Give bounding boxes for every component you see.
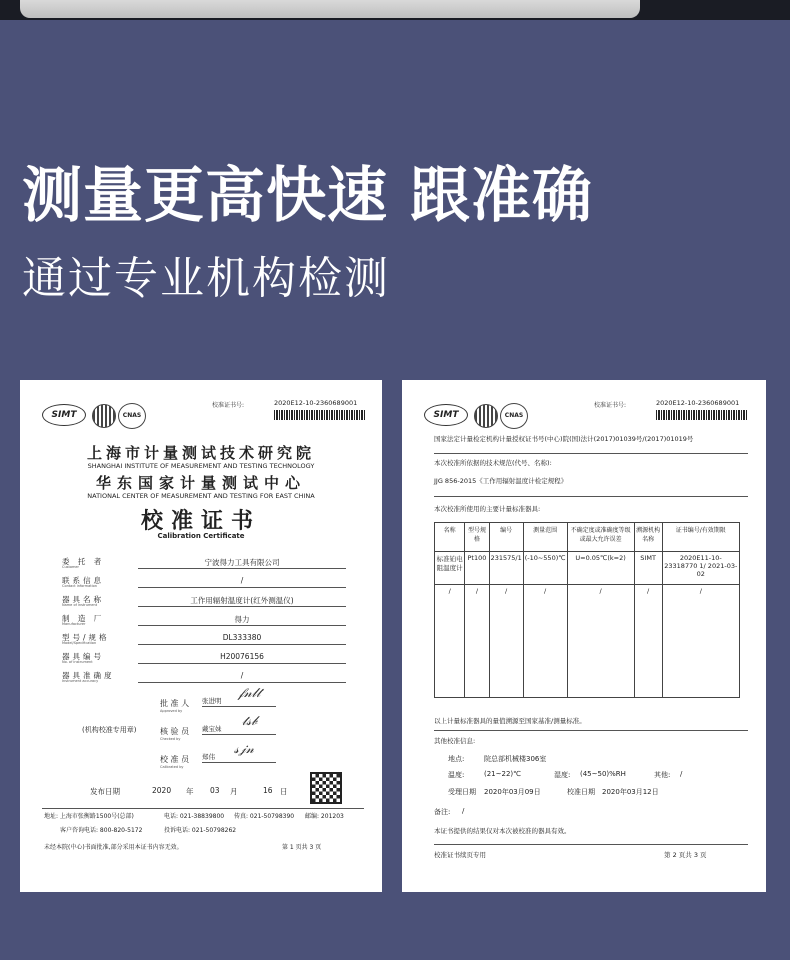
- place-label: 地点:: [448, 755, 465, 763]
- divider: [434, 844, 748, 845]
- table-header: 证书编号/有效期限: [662, 523, 739, 552]
- signature-icon: 𝓉𝓈𝒷: [242, 714, 257, 729]
- hotline: 客户咨询电话: 800-820-5172: [60, 827, 143, 834]
- cnas-logo: CNAS: [500, 403, 528, 429]
- cert-no: 2020E12-10-2360689001: [656, 399, 740, 407]
- received-label: 受理日期: [448, 788, 476, 796]
- footer-note: 校准证书续页专用: [434, 851, 486, 859]
- field-row: 器具编号 No. of instrument H20076156: [62, 651, 358, 667]
- table-cell: /: [523, 585, 567, 698]
- standards-label: 本次校准所使用的主要计量标准器具:: [434, 505, 541, 513]
- other-info-label: 其他校准信息:: [434, 737, 476, 745]
- cert-title-en: Calibration Certificate: [157, 532, 245, 540]
- cnas-logo: CNAS: [118, 403, 146, 429]
- remark-label: 备注:: [434, 808, 451, 816]
- page-number: 第 1 页共 3 页: [282, 844, 322, 851]
- institute-name-en: SHANGHAI INSTITUTE OF MEASUREMENT AND TESTING TECHNOLOGY: [87, 462, 315, 470]
- certificate-cover: [20, 380, 382, 892]
- table-cell: 标准铂电阻温度计: [435, 552, 465, 585]
- issue-year: 2020: [152, 786, 172, 795]
- device-edge: [20, 0, 640, 18]
- simt-logo: SIMT: [424, 404, 468, 426]
- checker-label: 核 验 员 Checked by: [160, 727, 190, 741]
- other2-label: 其他:: [654, 771, 671, 779]
- tech-spec-label: 本次校准所依据的技术规范(代号、名称):: [434, 459, 552, 467]
- top-strip: [0, 0, 790, 20]
- table-header: 溯源机构名称: [634, 523, 662, 552]
- subline: 通过专业机构检测: [22, 253, 390, 304]
- field-row: 器具准确度 Instrument accuracy /: [62, 670, 358, 686]
- trace-note: 以上计量标准器具的量值溯源至国家基准/测量标准。: [434, 717, 586, 725]
- stamp-note: (机构校准专用章): [82, 726, 137, 734]
- checker-name: 戴宝妹: [202, 724, 276, 735]
- center-name: 华东国家计量测试中心: [95, 474, 306, 492]
- temp-label: 温度:: [448, 771, 465, 779]
- tel: 电话: 021-38839800: [164, 813, 225, 820]
- table-header: 名称: [435, 523, 465, 552]
- complaint-tel: 投诉电话: 021-50798262: [164, 827, 237, 834]
- divider: [434, 730, 748, 731]
- table-cell: SIMT: [634, 552, 662, 585]
- issue-month: 03: [210, 786, 220, 795]
- day-label: 日: [280, 787, 288, 796]
- signature-icon: 𝓈𝒿𝓃: [234, 742, 254, 757]
- table-cell: Pt100: [465, 552, 489, 585]
- calibrated-label: 校准日期: [567, 788, 595, 796]
- field-row: 委 托 者 Customer 宁波得力工具有限公司: [62, 556, 358, 572]
- certificate-page-2: [402, 380, 766, 892]
- table-header: 编号: [489, 523, 523, 552]
- notice: 未经本院(中心)书面批准,部分采用本证书内容无效。: [44, 844, 183, 851]
- page-number: 第 2 页共 3 页: [664, 851, 707, 859]
- table-cell: /: [435, 585, 465, 698]
- remark: /: [462, 807, 465, 815]
- validity-note: 本证书提供的结果仅对本次被校准的器具有效。: [434, 827, 571, 835]
- humidity: (45~50)%RH: [580, 770, 626, 778]
- approver-label: 批 准 人 Approved by: [160, 699, 190, 713]
- year-label: 年: [186, 787, 194, 796]
- cert-title: 校准证书: [140, 508, 261, 534]
- received-date: 2020年03月09日: [484, 788, 541, 796]
- postcode: 邮编: 201203: [305, 813, 344, 820]
- address: 地址: 上海市张衡路1500号(总部): [44, 813, 134, 820]
- calibrator-name: 郑伟: [202, 752, 276, 763]
- approver-name: 张进明: [202, 696, 276, 707]
- calibrator-label: 校 准 员 Calibrated by: [160, 755, 190, 769]
- authorization-line: 国家法定计量检定机构计量授权证书号(中心)院(国)法计(2017)01039号/(2017)01019号: [434, 435, 694, 443]
- field-row: 联系信息 Contact information /: [62, 575, 358, 591]
- field-row: 型号/规格 Model/Specification DL333380: [62, 632, 358, 648]
- table-cell: /: [567, 585, 634, 698]
- table-cell: 2020E11-10-23318770 1/ 2021-03-02: [662, 552, 739, 585]
- barcode-icon: [274, 410, 366, 420]
- divider: [42, 808, 364, 809]
- fax: 传真: 021-50798390: [234, 813, 295, 820]
- issue-date-label: 发布日期: [90, 787, 120, 796]
- table-cell: (-10~550)℃: [523, 552, 567, 585]
- cert-no-label: 校准证书号:: [212, 402, 245, 409]
- issue-day: 16: [263, 786, 273, 795]
- standards-table: [434, 522, 740, 698]
- place: 院总部机械楼306室: [484, 755, 547, 763]
- table-cell: 231575/1: [489, 552, 523, 585]
- tech-spec: JJG 856-2015《工作用辐射温度计检定规程》: [434, 477, 568, 485]
- table-header: 测量范围: [523, 523, 567, 552]
- divider: [434, 496, 748, 497]
- headline: 测量更高快速 跟准确: [22, 161, 593, 231]
- cert-no-label: 校准证书号:: [594, 402, 627, 409]
- table-cell: U=0.05℃(k=2): [567, 552, 634, 585]
- table-header: 型号规格: [465, 523, 489, 552]
- field-row: 制 造 厂 Manufacturer 得力: [62, 613, 358, 629]
- center-name-en: NATIONAL CENTER OF MEASUREMENT AND TESTING FOR EAST CHINA: [87, 492, 315, 500]
- table-cell: /: [465, 585, 489, 698]
- calibrated-date: 2020年03月12日: [602, 788, 659, 796]
- divider: [434, 453, 748, 454]
- month-label: 月: [230, 787, 238, 796]
- temp: (21~22)℃: [484, 770, 522, 778]
- signature-icon: 𝒻𝓃𝓁𝓉: [238, 686, 261, 701]
- other2: /: [680, 770, 683, 778]
- table-cell: /: [489, 585, 523, 698]
- table-header-row: [435, 523, 740, 552]
- qr-code-icon: [310, 772, 342, 804]
- emblem-icon: [474, 404, 498, 428]
- simt-logo: SIMT: [42, 404, 86, 426]
- cert-header: [424, 398, 748, 430]
- table-header: 不确定度或准确度等级或最大允许误差: [567, 523, 634, 552]
- table-cell: /: [662, 585, 739, 698]
- table-cell: /: [634, 585, 662, 698]
- institute-name: 上海市计量测试技术研究院: [86, 444, 315, 462]
- table-row: [435, 585, 740, 698]
- cert-no: 2020E12-10-2360689001: [274, 399, 358, 407]
- cert-header: [42, 398, 364, 430]
- field-row: 器具名称 Name of instrument 工作用辐射温度计(红外测温仪): [62, 594, 358, 610]
- table-row: [435, 552, 740, 585]
- barcode-icon: [656, 410, 748, 420]
- humidity-label: 湿度:: [554, 771, 571, 779]
- emblem-icon: [92, 404, 116, 428]
